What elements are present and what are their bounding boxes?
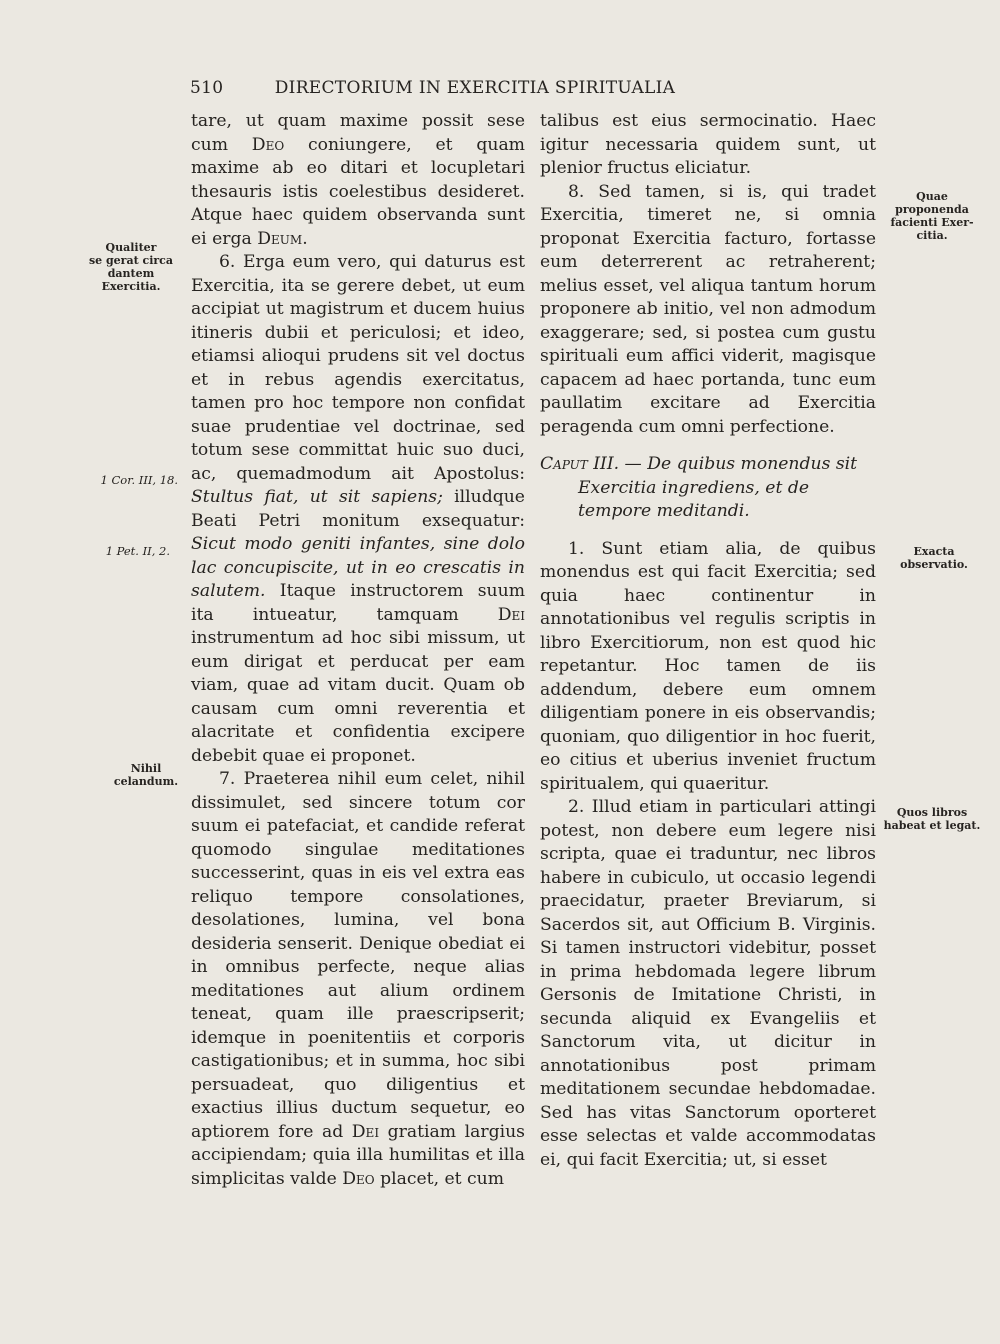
- paragraph: talibus est eius sermocinatio. Haec igitur necessaria quidem sunt, ut plenior fructus eliciatur.: [540, 111, 876, 178]
- text-run: instrumentum ad hoc sibi missum, ut eum dirigat et perducat per eam viam, quae ad vitam ducit. Quam ob causam cum omni reverentia et alacritate et confidentia excipere debebit quae ei proponet.: [191, 628, 525, 766]
- margin-line: proponenda: [895, 203, 969, 216]
- margin-note-exacta: [890, 545, 978, 571]
- text-run: placet, et cum: [374, 1168, 505, 1189]
- chapter-title: — De quibus monendus sit Exercitia ingrediens, et de tempore meditandi.: [578, 454, 858, 521]
- text-run: illudque Beati Petri monitum exsequatur:: [191, 487, 525, 531]
- margin-line: citia.: [916, 229, 948, 242]
- margin-note-quos: [882, 806, 982, 832]
- margin-line: Exacta: [913, 545, 955, 558]
- text-run: Itaque instructorem suum ita intueatur, tamquam: [191, 581, 525, 625]
- paragraph-8: 8. Sed tamen, si is, qui tradet Exercitia, timeret ne, si omnia proponat Exercitia facturo, fortasse eum deterrerent ac retraherent; melius esset, vel aliqua tantum horum proponere ab initio, vel non admodum exaggerare; sed, si postea cum gustu spirituali eum affici viderit, magisque capacem ad haec portanda, tunc eum paullatim excitare ad Exercitia peragenda cum omni perfectione.: [540, 181, 876, 437]
- text-run-smallcaps: Deo: [342, 1168, 375, 1189]
- margin-line: Qualiter: [105, 241, 157, 254]
- text-run-smallcaps: Dei: [351, 1121, 380, 1142]
- margin-line: observatio.: [900, 558, 968, 571]
- margin-line: Exercitia.: [101, 280, 161, 293]
- margin-ref-corinthians: [88, 474, 178, 487]
- page-number: 510: [190, 78, 224, 98]
- text-run: coniungere, et quam maxime ab eo ditari et locupletari thesauris istis coelestibus desideret. Atque haec quidem observanda sunt ei erga: [191, 134, 525, 249]
- left-text-column: [191, 110, 525, 1191]
- text-run-smallcaps: Deo: [251, 134, 285, 155]
- chapter-number: Caput III.: [540, 454, 620, 474]
- paragraph-1: 1. Sunt etiam alia, de quibus monendus est qui facit Exercitia; sed quia haec continentur in annotationibus vel regulis scriptis in libro Exercitiorum, non est quod hic repetantur. Hoc tamen de iis addendum, debere eum omnem diligentiam ponere in eis observandis; quoniam, quo diligentior in hoc fuerit, eo citius et uberius inveniet fructum spiritualem, qui quaeritur.: [540, 538, 876, 794]
- text-run: 6. Erga eum vero, qui daturus est Exercitia, ita se gerere debet, ut eum accipiat ut magistrum et ducem huius itineris dubii et periculosi; et ideo, etiamsi alioqui prudens sit vel doctus et in rebus agendis exercitatus, tamen pro hoc tempore non confidat suae prudentiae vel doctrinae, sed totum sese committat huic suo duci, ac, quemadmodum ait Apostolus:: [191, 252, 525, 484]
- margin-ref-peter: [88, 545, 170, 558]
- scripture-quote: Sicut modo geniti infantes, sine dolo lac concupiscite, ut in eo crescatis in salutem.: [191, 534, 525, 601]
- paragraph-2: 2. Illud etiam in particulari attingi potest, non debere eum legere nisi scripta, quae ei traduntur, nec libros habere in cubiculo, ut occasio legendi praecidatur, praeter Breviarum, si Sacerdos sit, aut Officium B. Virginis. Si tamen instructori videbitur, posset in prima hebdomada legere librum Gersonis de Imitatione Christi, in secunda aliquid ex Evangeliis et Sanctorum vita, ut dicitur in annotationibus post primam meditationem secundae hebdomadae. Sed has vitas Sanctorum oporteret esse selectas et valde accommodatas ei, qui facit Exercitia; ut, si esset: [540, 797, 876, 1170]
- margin-line: dantem: [107, 267, 155, 280]
- text-run-smallcaps: Dei: [497, 604, 525, 625]
- margin-line: facienti Exer-: [890, 216, 974, 229]
- running-head: DIRECTORIUM IN EXERCITIA SPIRITUALIA: [274, 78, 676, 98]
- margin-line: Quos libros: [896, 806, 968, 819]
- text-run: 7. Praeterea nihil eum celet, nihil dissimulet, sed sincere totum cor suum ei patefaciat, et candide referat quomodo singulae meditationes successerint, quas in eis vel extra eas reliquo tempore consolationes, desolationes, lumina, vel bona desideria senserit. Denique obediat ei in omnibus perfecte, neque alias meditationes aut alium ordinem teneat, quam ille praescripserit; idemque in poenitentiis et corporis castigationibus; et in summa, hoc sibi persuadeat, quo diligentius et exactius illius ductum sequetur, eo aptiorem fore ad: [191, 769, 525, 1142]
- margin-ref-text: 1 Cor. III, 18.: [100, 473, 178, 487]
- margin-ref-text: 1 Pet. II, 2.: [105, 544, 170, 558]
- margin-line: Quae: [916, 190, 948, 203]
- scripture-quote: Stultus fiat, ut sit sapiens;: [191, 487, 443, 507]
- paragraph-6: [191, 251, 525, 768]
- margin-note-nihil: [112, 762, 180, 788]
- page-header: [190, 78, 720, 104]
- margin-line: celandum.: [113, 775, 179, 788]
- margin-line: Nihil: [130, 762, 162, 775]
- margin-note-qualiter: [82, 241, 180, 293]
- text-run: .: [302, 228, 308, 249]
- margin-line: se gerat circa: [88, 254, 174, 267]
- margin-line: habeat et legat.: [883, 819, 981, 832]
- text-run: gratiam largius accipiendam; quia illa humilitas et illa simplicitas valde: [191, 1121, 525, 1189]
- right-text-column: [540, 110, 876, 1172]
- text-run: tare, ut quam maxime possit sese cum: [191, 111, 525, 155]
- margin-note-quae: [882, 190, 982, 242]
- chapter-heading: [540, 453, 876, 524]
- paragraph: [191, 110, 525, 251]
- paragraph-7: [191, 768, 525, 1191]
- text-run-smallcaps: Deum: [257, 228, 303, 249]
